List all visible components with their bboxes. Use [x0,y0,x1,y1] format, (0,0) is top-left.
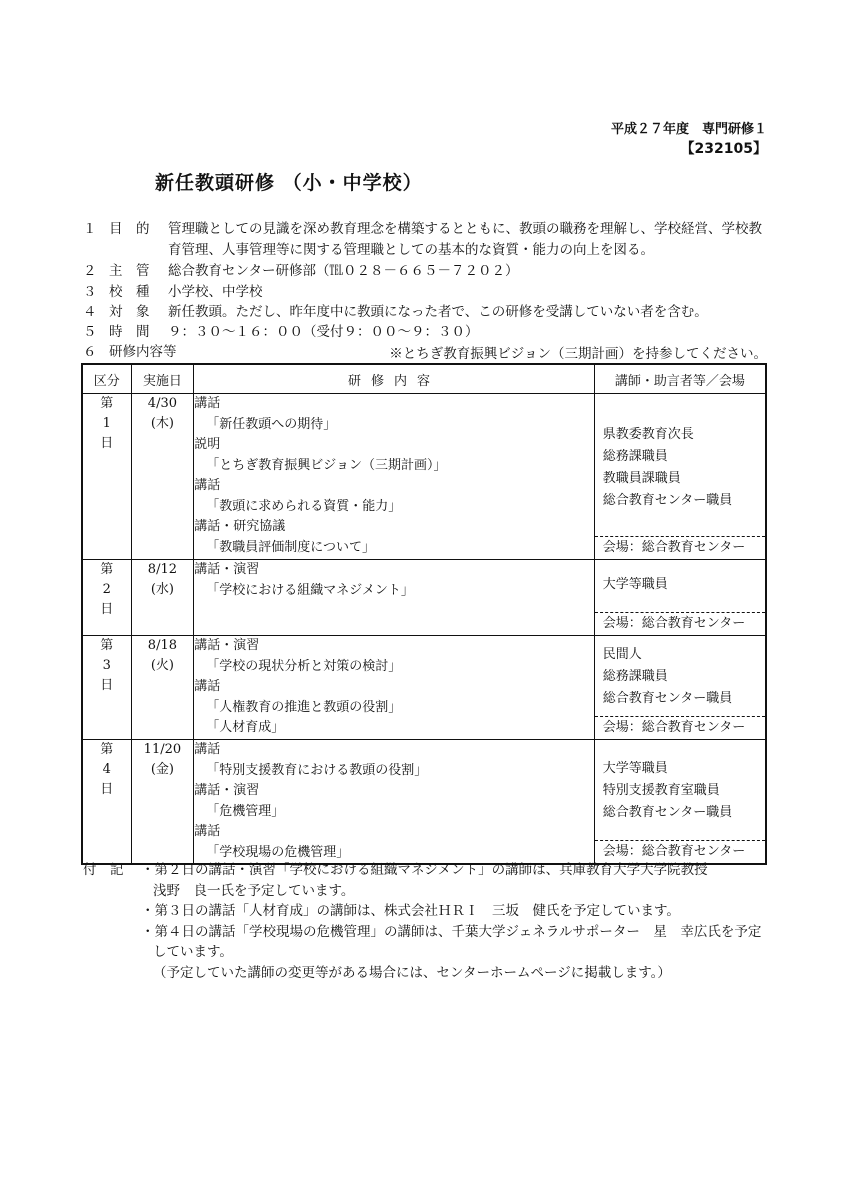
lecturer-name: 総務課職員 [602,449,668,464]
day-label-char: 3 [102,658,111,673]
lecturer-name: 大学等職員 [602,577,668,592]
day-label [82,560,131,636]
notes-label: 付 記 [83,862,124,878]
schedule-table [81,363,767,865]
bring-vision-note: ※とちぎ教育振興ビジョン（三期計画）を持参してください。 [389,346,767,362]
session-topic: 「学校の現状分析と対策の検討」 [206,658,402,674]
item-label: 主 管 [109,263,150,279]
day-label [82,740,131,865]
venue-label: 会場：総合教育センター [595,840,765,863]
lecturer-list [595,560,765,596]
session-weekday: (水) [150,582,174,597]
item-value: 総合教育センター研修部（℡０２８－６６５－７２０２） [168,263,519,279]
session-topic: 「教頭に求められる資質・能力」 [206,498,402,514]
item-value: 管理職としての見識を深め教育理念を構築するとともに、教頭の職務を理解し、学校経営、学校教 [168,221,762,237]
session-topic: 「学校における組織マネジメント」 [206,582,414,598]
item-time [83,322,479,342]
date-cell [131,394,194,560]
item-label: 研修内容等 [109,344,177,360]
session-format: 講話・演習 [194,783,260,798]
col-header-date: 実施日 [131,364,194,394]
item-label: 目 的 [109,221,150,237]
day-label-char: 第 [100,742,114,757]
session-format: 講話・演習 [194,562,260,577]
lecturer-name: 特別支援教育室職員 [602,783,720,798]
day-label-char: 第 [100,562,114,577]
session-date: 8/12 [147,562,177,577]
item-label: 対 象 [109,304,150,320]
session-topic: 「学校現場の危機管理」 [206,844,350,860]
session-format: 講話 [194,824,221,839]
session-topic: 「人材育成」 [206,720,285,735]
lecturer-name: 総合教育センター職員 [602,805,733,820]
item-label: 校 種 [109,284,150,300]
day-label-char: 日 [100,602,114,617]
item-number: ４ [83,304,97,320]
session-weekday: (金) [150,762,174,777]
content-cell [194,560,595,636]
note-line: 浅野 良一氏を予定しています。 [153,882,355,899]
date-cell [131,560,194,636]
session-date: 11/20 [143,742,182,757]
notes-lines [141,860,781,983]
day-label [82,636,131,740]
day-label-char: 日 [100,782,114,797]
item-contents [83,342,177,362]
table-header-row [82,364,766,394]
lecturer-cell [594,636,766,740]
lecturer-cell [594,394,766,560]
item-number: ５ [83,324,97,340]
lecturer-list [595,394,765,512]
session-format: 講話 [194,478,221,493]
session-topic: 「とちぎ教育振興ビジョン（三期計画）」 [206,457,447,473]
lecturer-name: 大学等職員 [602,761,668,776]
course-code: 【232105】 [680,141,767,157]
day-label-char: 日 [100,436,114,451]
lecturer-list [595,740,765,824]
lecturer-name: 総務課職員 [602,669,668,684]
day-label-char: 日 [100,678,114,693]
item-organizer [83,261,518,281]
session-topic: 「新任教頭への期待」 [206,416,337,432]
item-label: 時 間 [109,324,150,340]
session-format: 講話 [194,742,221,757]
session-date: 4/30 [147,396,177,411]
lecturer-name: 総合教育センター職員 [602,493,733,508]
session-format: 講話・研究協議 [194,519,286,534]
session-weekday: (火) [150,658,174,673]
lecturer-cell [594,560,766,636]
day-label-char: 第 [100,638,114,653]
lecturer-name: 民間人 [602,647,642,662]
venue-label: 会場：総合教育センター [595,612,765,635]
item-number: ３ [83,284,97,300]
content-cell [194,636,595,740]
session-topic: 「危機管理」 [206,803,285,819]
session-topic: 「特別支援教育における教頭の役割」 [206,762,428,778]
day-label-char: 2 [102,582,111,597]
table-row [82,394,766,560]
session-format: 講話 [194,396,221,411]
item-number: ６ [83,344,97,360]
venue-label: 会場：総合教育センター [595,716,765,739]
session-weekday: (木) [150,416,174,431]
note-line: しています。 [153,944,233,960]
note-line: ・第３日の講話「人材育成」の講師は、株式会社ＨＲＩ 三坂 健氏を予定しています。 [141,903,680,919]
session-topic: 「教職員評価制度について」 [206,539,375,555]
header-year-line: 平成２７年度 専門研修１ [610,122,767,137]
item-purpose-continued: 育管理、人事管理等に関する管理職としての基本的な資質・能力の向上を図る。 [168,242,654,258]
session-format: 講話 [194,679,221,694]
session-format: 講話・演習 [194,638,260,653]
item-school-type [83,282,263,302]
col-header-content: 研修内容 [194,364,595,394]
item-value: ９：３０～１６：００（受付９：００～９：３０） [168,324,479,340]
venue-label: 会場：総合教育センター [595,536,765,559]
day-label-char: 第 [100,396,114,411]
day-label [82,394,131,560]
item-target [83,302,708,322]
note-line: ・第４日の講話「学校現場の危機管理」の講師は、千葉大学ジェネラルサポーター 星 幸広氏を予定 [141,923,762,940]
lecturer-name: 総合教育センター職員 [602,691,733,706]
lecturer-cell [594,740,766,865]
content-cell [194,394,595,560]
lecturer-list [595,636,765,710]
content-cell [194,740,595,865]
lecturer-name: 教職員課職員 [602,471,681,486]
item-value: 小学校、中学校 [168,284,263,300]
lecturer-name: 県教委教育次長 [602,427,694,442]
table-row [82,636,766,740]
item-number: １ [83,221,97,237]
session-date: 8/18 [147,638,177,653]
col-header-division: 区分 [82,364,131,394]
day-label-char: 1 [102,416,111,431]
session-format: 説明 [194,437,221,452]
table-row [82,560,766,636]
date-cell [131,636,194,740]
item-number: ２ [83,263,97,279]
col-header-lecturer: 講師・助言者等／会場 [594,364,766,394]
item-value: 新任教頭。ただし、昨年度中に教頭になった者で、この研修を受講していない者を含む。 [168,304,708,320]
table-row [82,740,766,865]
date-cell [131,740,194,865]
note-line: ・第２日の講話・演習「学校における組織マネジメント」の講師は、兵庫教育大学大学院教授 [141,862,708,878]
day-label-char: 4 [102,762,111,777]
note-line: （予定していた講師の変更等がある場合には、センターホームページに掲載します。） [153,964,671,981]
item-purpose [83,219,762,239]
session-topic: 「人権教育の推進と教頭の役割」 [206,699,402,715]
page-title: 新任教頭研修 （小・中学校） [155,172,423,194]
